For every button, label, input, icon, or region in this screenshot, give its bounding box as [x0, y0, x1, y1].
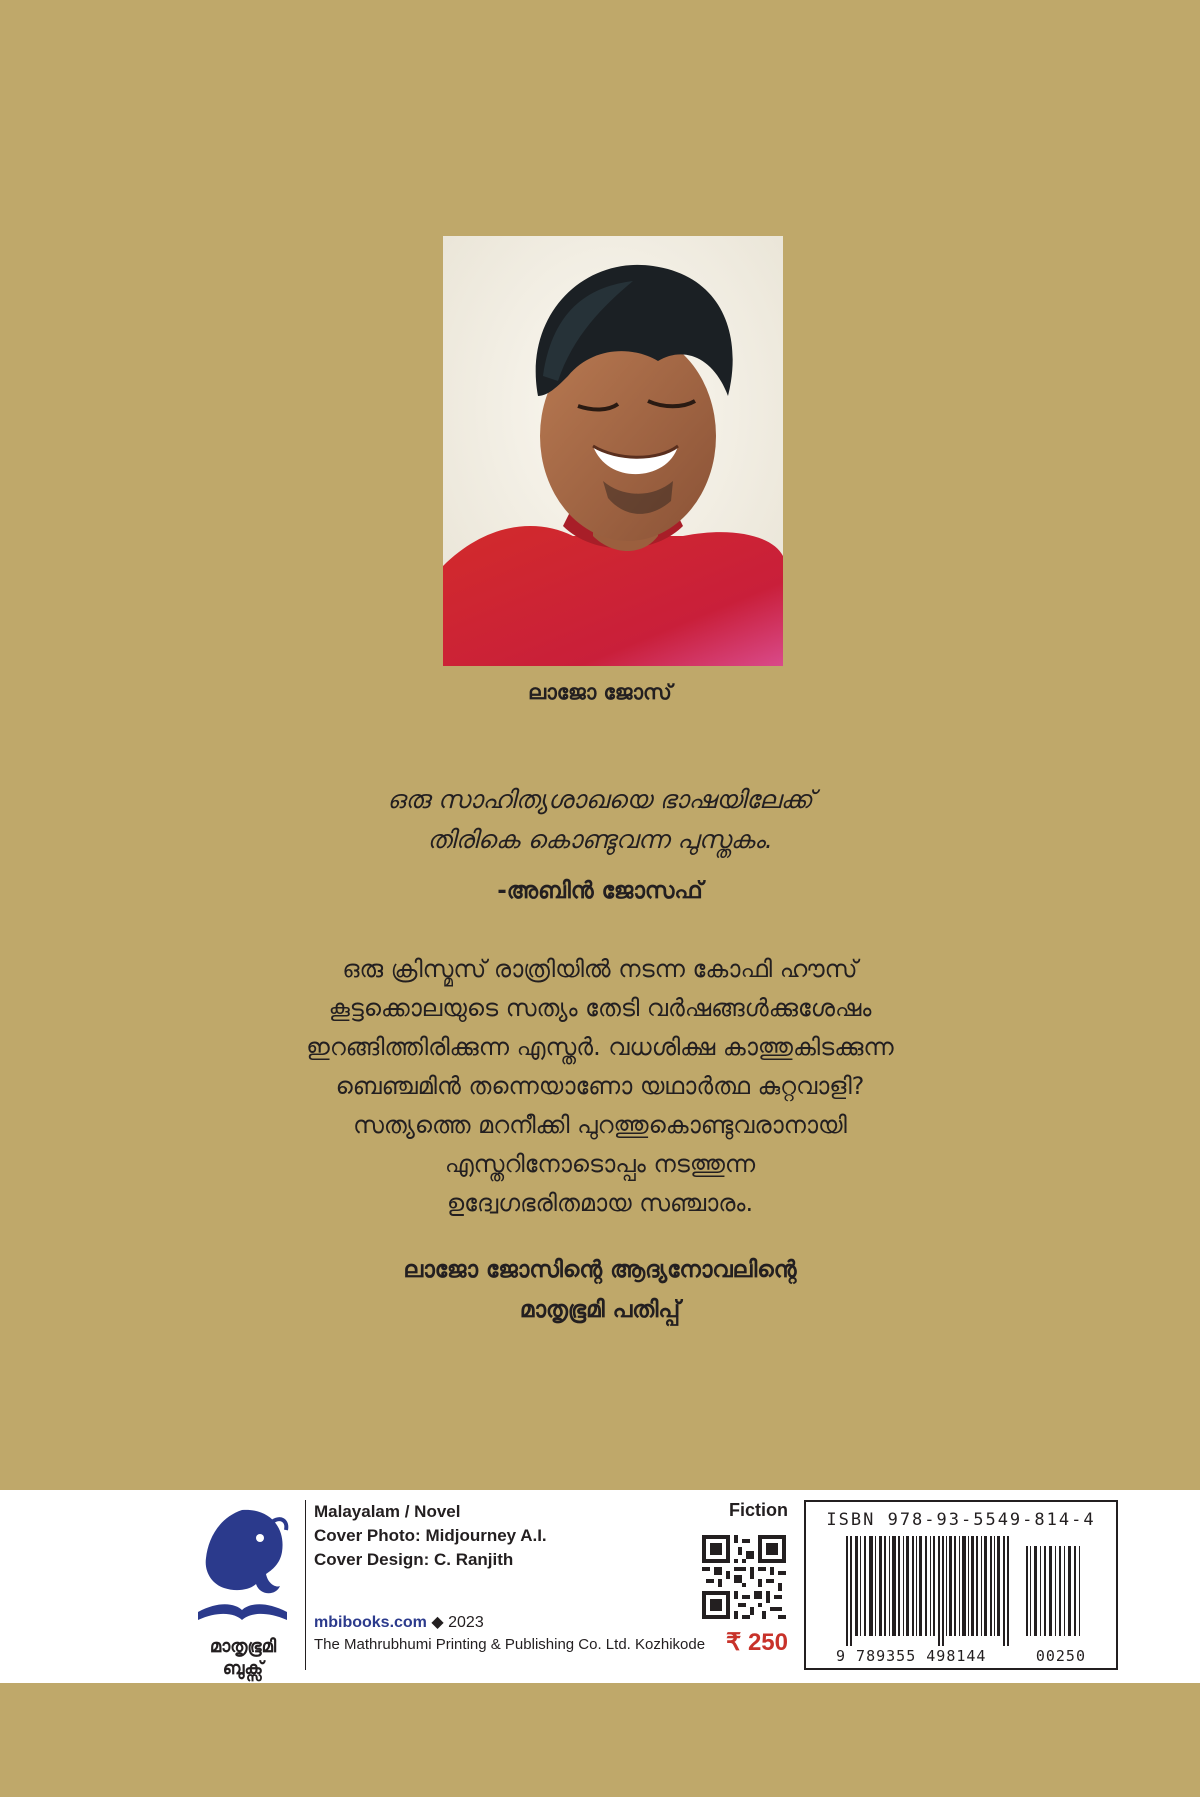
publisher-info [314, 1612, 705, 1656]
logo-line: ബുക്സ് [222, 1658, 264, 1679]
barcode-number: 9 789355 498144 [836, 1647, 987, 1665]
qr-code-icon[interactable] [702, 1535, 786, 1619]
edition-line: മാതൃഭൂമി പതിപ്പ് [519, 1297, 681, 1323]
genre: Malayalam / Novel [314, 1502, 461, 1521]
logo-line: മാതൃഭൂമി [209, 1636, 277, 1657]
price: ₹ 250 [726, 1629, 788, 1656]
website-link[interactable]: mbibooks.com [314, 1614, 427, 1631]
blurb-line: എസ്തറിനോടൊപ്പം നടത്തുന്ന [444, 1150, 756, 1178]
blurb-line: ബെഞ്ചമിൻ തന്നെയാണോ യഥാർത്ഥ കുറ്റവാളി? [335, 1072, 865, 1100]
author-photo [443, 236, 783, 666]
separator-icon: ◆ [431, 1614, 444, 1631]
isbn-label: ISBN 978-93-5549-814-4 [826, 1510, 1096, 1530]
book-meta [314, 1500, 547, 1572]
divider [305, 1500, 306, 1670]
quote [0, 780, 1200, 860]
edition-line: ലാജോ ജോസിന്റെ ആദ്യനോവലിന്റെ [403, 1257, 797, 1283]
quote-author: -അബിൻ ജോസഫ് [497, 878, 703, 904]
barcode-addon-number: 00250 [1035, 1647, 1086, 1665]
edition-note [0, 1250, 1200, 1330]
blurb-line: ഇറങ്ങിത്തിരിക്കുന്ന എസ്തർ. വധശിക്ഷ കാത്തുകിടക്കുന്ന [306, 1033, 894, 1061]
quote-line: തിരികെ കൊണ്ടുവന്ന പുസ്തകം. [427, 825, 773, 854]
blurb-line: സത്യത്തെ മറനീക്കി പുറത്തുകൊണ്ടുവരാനായി [353, 1111, 847, 1139]
cover-photo-credit: Cover Photo: Midjourney A.I. [314, 1526, 547, 1545]
publisher-logo-name [178, 1636, 308, 1680]
category-label: Fiction [729, 1500, 788, 1520]
blurb-line: ഒരു ക്രിസ്മസ് രാത്രിയിൽ നടന്ന കോഫി ഹൗസ് [342, 955, 858, 983]
isbn-barcode [804, 1500, 1118, 1670]
publisher-name: The Mathrubhumi Printing & Publishing Co. Ltd. Kozhikode [314, 1636, 706, 1653]
barcode-addon-icon [1016, 1536, 1090, 1646]
year: 2023 [448, 1614, 484, 1631]
author-caption: ലാജോ ജോസ് [528, 680, 672, 704]
blurb-line: ഉദ്വേഗഭരിതമായ സഞ്ചാരം. [446, 1189, 754, 1217]
blurb-line: കൂട്ടക്കൊലയുടെ സത്യം തേടി വർഷങ്ങൾക്കുശേഷം [328, 994, 872, 1022]
quote-line: ഒരു സാഹിത്യശാഖയെ ഭാഷയിലേക്ക് [387, 785, 813, 814]
barcode-digits [836, 1647, 1096, 1665]
cover-design-credit: Cover Design: C. Ranjith [314, 1550, 514, 1569]
blurb [0, 950, 1200, 1223]
